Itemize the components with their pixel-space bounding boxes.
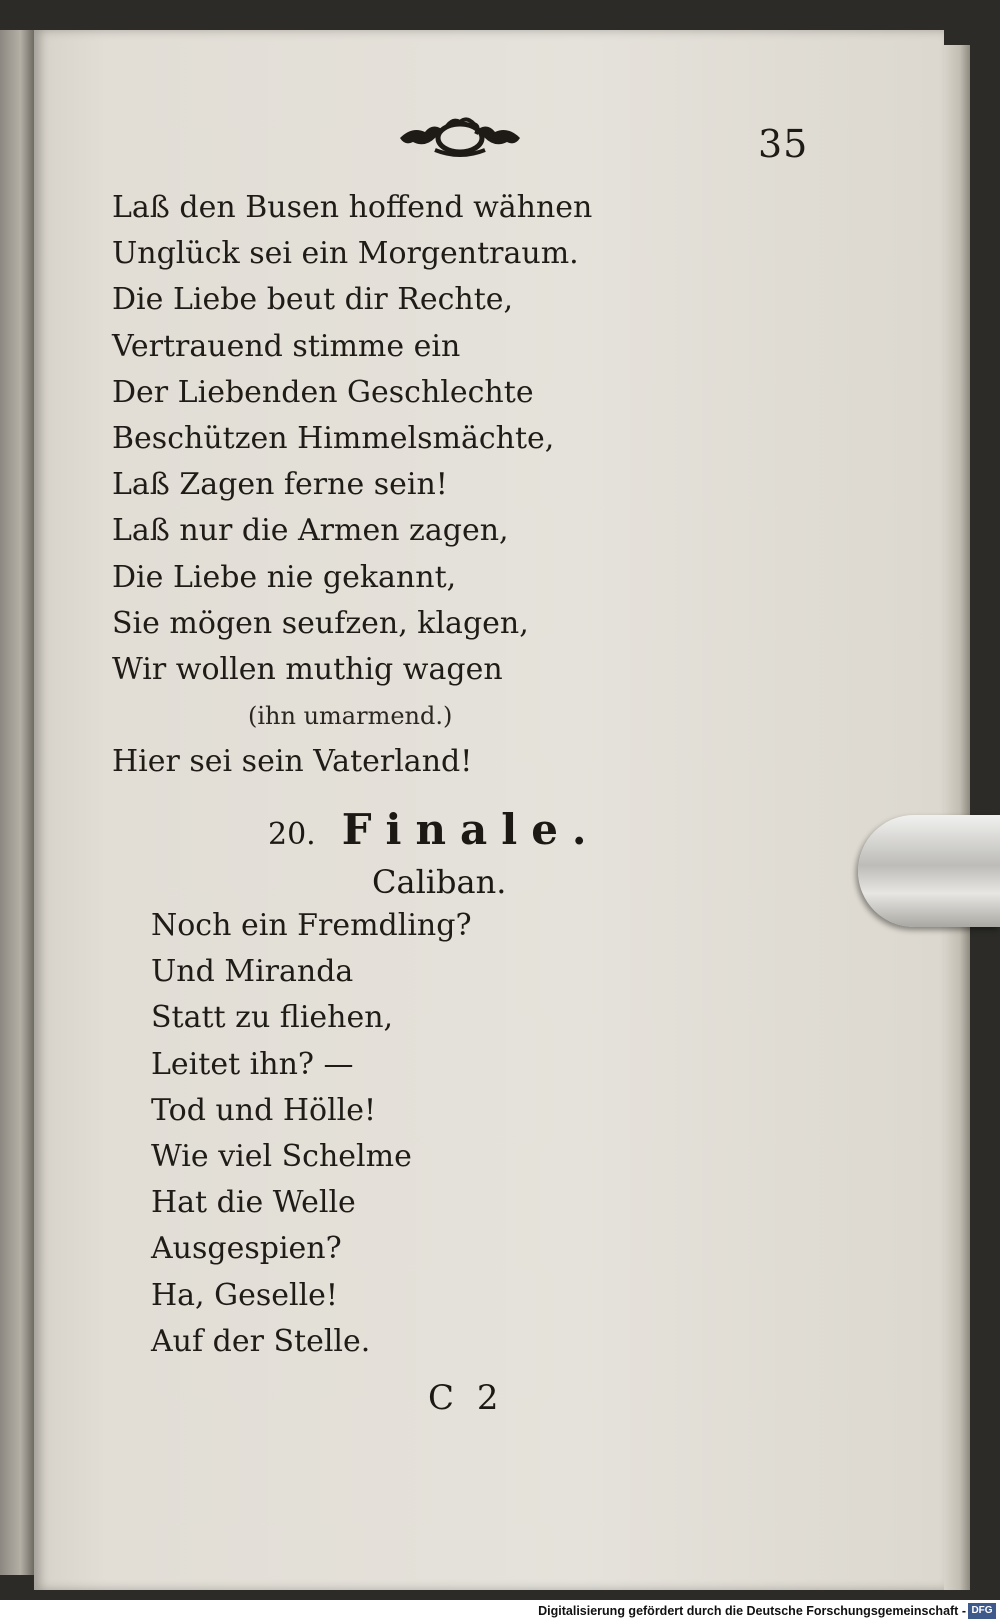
verse-line: Auf der Stelle. (151, 1323, 371, 1359)
verse-line: Ha, Geselle! (151, 1277, 338, 1313)
page-clip (858, 815, 1000, 927)
verse-line: Wir wollen muthig wagen (112, 651, 503, 687)
section-number: 20. (268, 817, 316, 852)
verse-line: Beschützen Himmelsmächte, (112, 420, 555, 456)
verse-line: Hier sei sein Vaterland! (112, 744, 473, 780)
verse-line: Ausgespien? (151, 1231, 342, 1267)
speaker-name: Caliban. (372, 863, 507, 901)
verse-line: Und Miranda (151, 954, 354, 990)
ornament-icon (395, 108, 525, 164)
verse-block (112, 185, 592, 785)
verse-line: Tod und Hölle! (151, 1092, 377, 1128)
funding-note: Digitalisierung gefördert durch die Deutsche Forschungsgemeinschaft - (538, 1604, 966, 1618)
verse-line: Unglück sei ein Morgentraum. (112, 236, 579, 272)
verse-line: Statt zu fliehen, (151, 1000, 394, 1036)
footer-bar (0, 1600, 1000, 1623)
page-number: 35 (758, 122, 809, 166)
verse-line: Laß Zagen ferne sein! (112, 467, 448, 503)
section-title: Finale. (341, 805, 601, 854)
dfg-logo: DFG (968, 1603, 996, 1619)
verse-line: Leitet ihn? — (151, 1046, 354, 1082)
verse-line: Vertrauend stimme ein (112, 328, 461, 364)
verse-line: Noch ein Fremdling? (151, 908, 472, 943)
verse-line: Laß nur die Armen zagen, (112, 513, 509, 549)
verse-line: Sie mögen seufzen, klagen, (112, 605, 529, 641)
verse-line: Die Liebe nie gekannt, (112, 559, 457, 595)
section-heading (268, 805, 601, 854)
verse-line: Laß den Busen hoffend wähnen (112, 190, 593, 225)
stage-direction: (ihn umarmend.) (248, 702, 453, 731)
signature-mark: C 2 (428, 1378, 505, 1418)
previous-page-edge (0, 30, 34, 1575)
finale-verse-block (151, 903, 472, 1365)
verse-line: Wie viel Schelme (151, 1138, 412, 1174)
verse-line: Die Liebe beut dir Rechte, (112, 282, 514, 318)
verse-line: Hat die Welle (151, 1185, 356, 1221)
verse-line: Der Liebenden Geschlechte (112, 374, 534, 410)
